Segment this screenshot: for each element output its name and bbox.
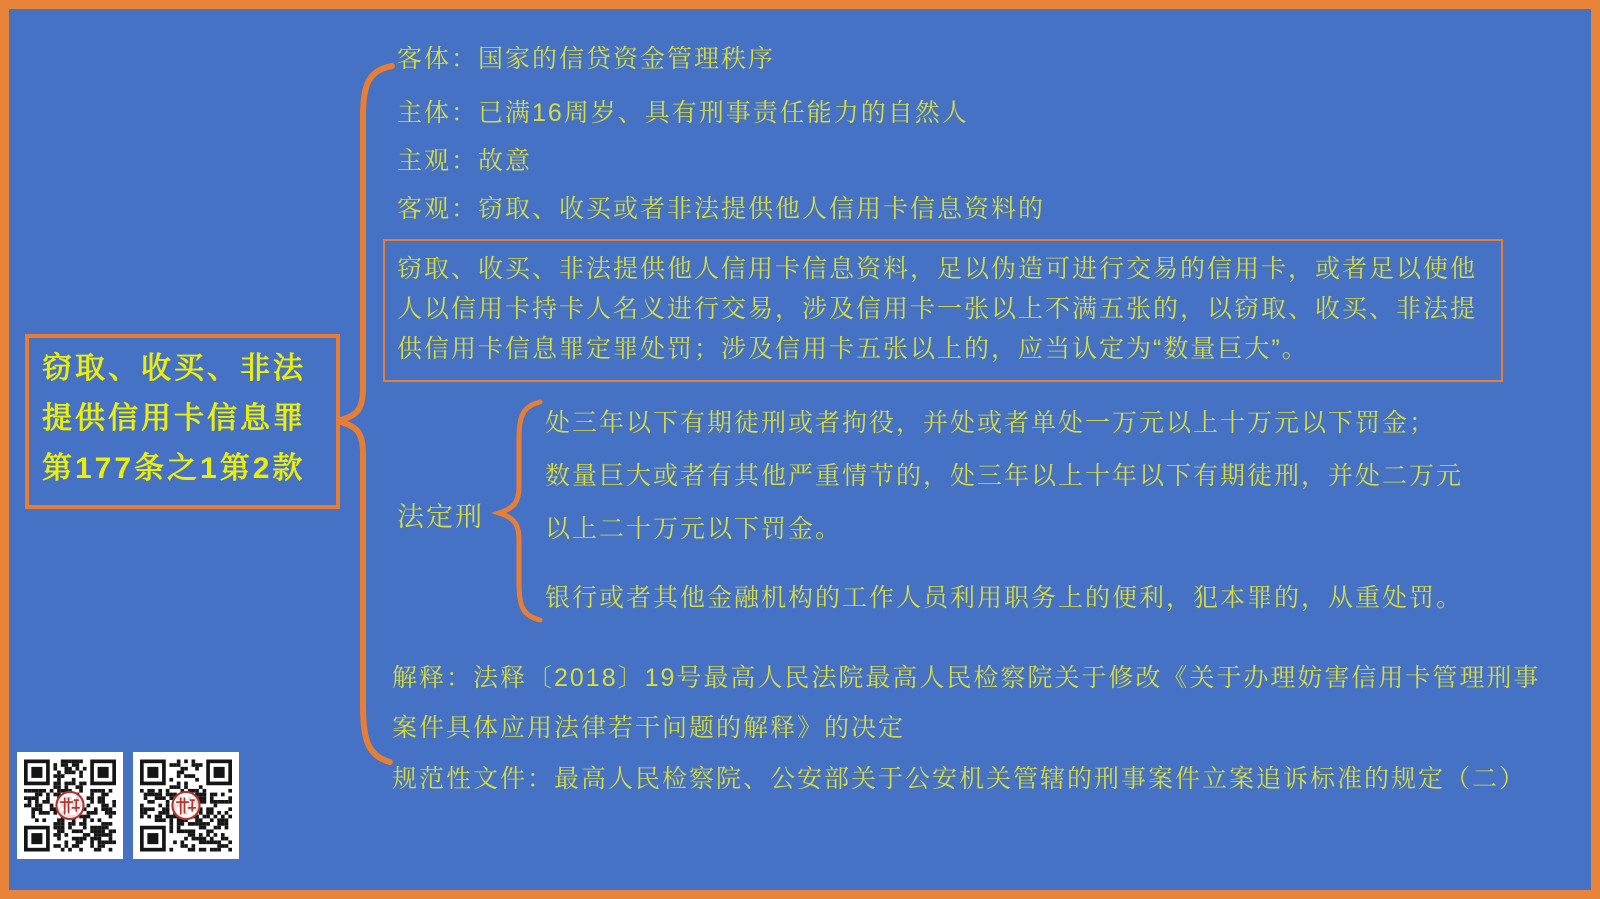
penalty-brace-connector: [492, 398, 544, 624]
crime-title-line-3: 第177条之1第2款: [42, 452, 306, 485]
qr-code-icon: [24, 759, 116, 852]
element-actus-reus-line: 客观：窃取、收买或者非法提供他人信用卡信息资料的: [397, 195, 1046, 223]
crime-title-line-2: 提供信用卡信息罪: [42, 402, 306, 435]
penalty-clause2-line: 银行或者其他金融机构的工作人员利用职务上的便利，犯本罪的，从重处罚。: [545, 584, 1464, 612]
interpretation-line-1: 解释：法释〔2018〕19号最高人民法院最高人民检察院关于修改《关于办理妨害信用卡管理刑事: [392, 664, 1541, 692]
crime-title-line-1: 窃取、收买、非法: [42, 352, 306, 385]
mindmap-canvas: [9, 9, 1591, 890]
element-object-line: 客体：国家的信贷资金管理秩序: [397, 45, 776, 73]
element-subject-line: 主体：已满16周岁、具有刑事责任能力的自然人: [397, 99, 969, 127]
qr-code-right: [133, 752, 239, 859]
conviction-standard-node[interactable]: [383, 239, 1503, 382]
qr-code-left: [17, 752, 123, 859]
element-mens-rea-line: 主观：故意: [397, 147, 533, 175]
crime-title-node[interactable]: [25, 334, 340, 509]
penalty-clause1-line-1: 处三年以下有期徒刑或者拘役，并处或者单处一万元以上十万元以下罚金；: [545, 409, 1437, 437]
penalty-clause1-line-3: 以上二十万元以下罚金。: [545, 515, 843, 543]
conviction-standard-text: 窃取、收买、非法提供他人信用卡信息资料，足以伪造可进行交易的信用卡，或者足以使他人以信用卡持卡人名义进行交易，涉及信用卡一张以上不满五张的，以窃取、收买、非法提供信用卡信息罪定罪处罚；涉及信用卡五张以上的，应当认定为“数量巨大”。: [397, 255, 1478, 363]
statutory-penalty-label: 法定刑: [397, 502, 484, 532]
normative-document-line: 规范性文件：最高人民检察院、公安部关于公安机关管辖的刑事案件立案追诉标准的规定（二）: [392, 765, 1527, 793]
qr-code-icon: [140, 759, 232, 852]
interpretation-line-2: 案件具体应用法律若干问题的解释》的决定: [392, 714, 906, 742]
penalty-clause1-line-2: 数量巨大或者有其他严重情节的，处三年以上十年以下有期徒刑，并处二万元: [545, 462, 1464, 490]
